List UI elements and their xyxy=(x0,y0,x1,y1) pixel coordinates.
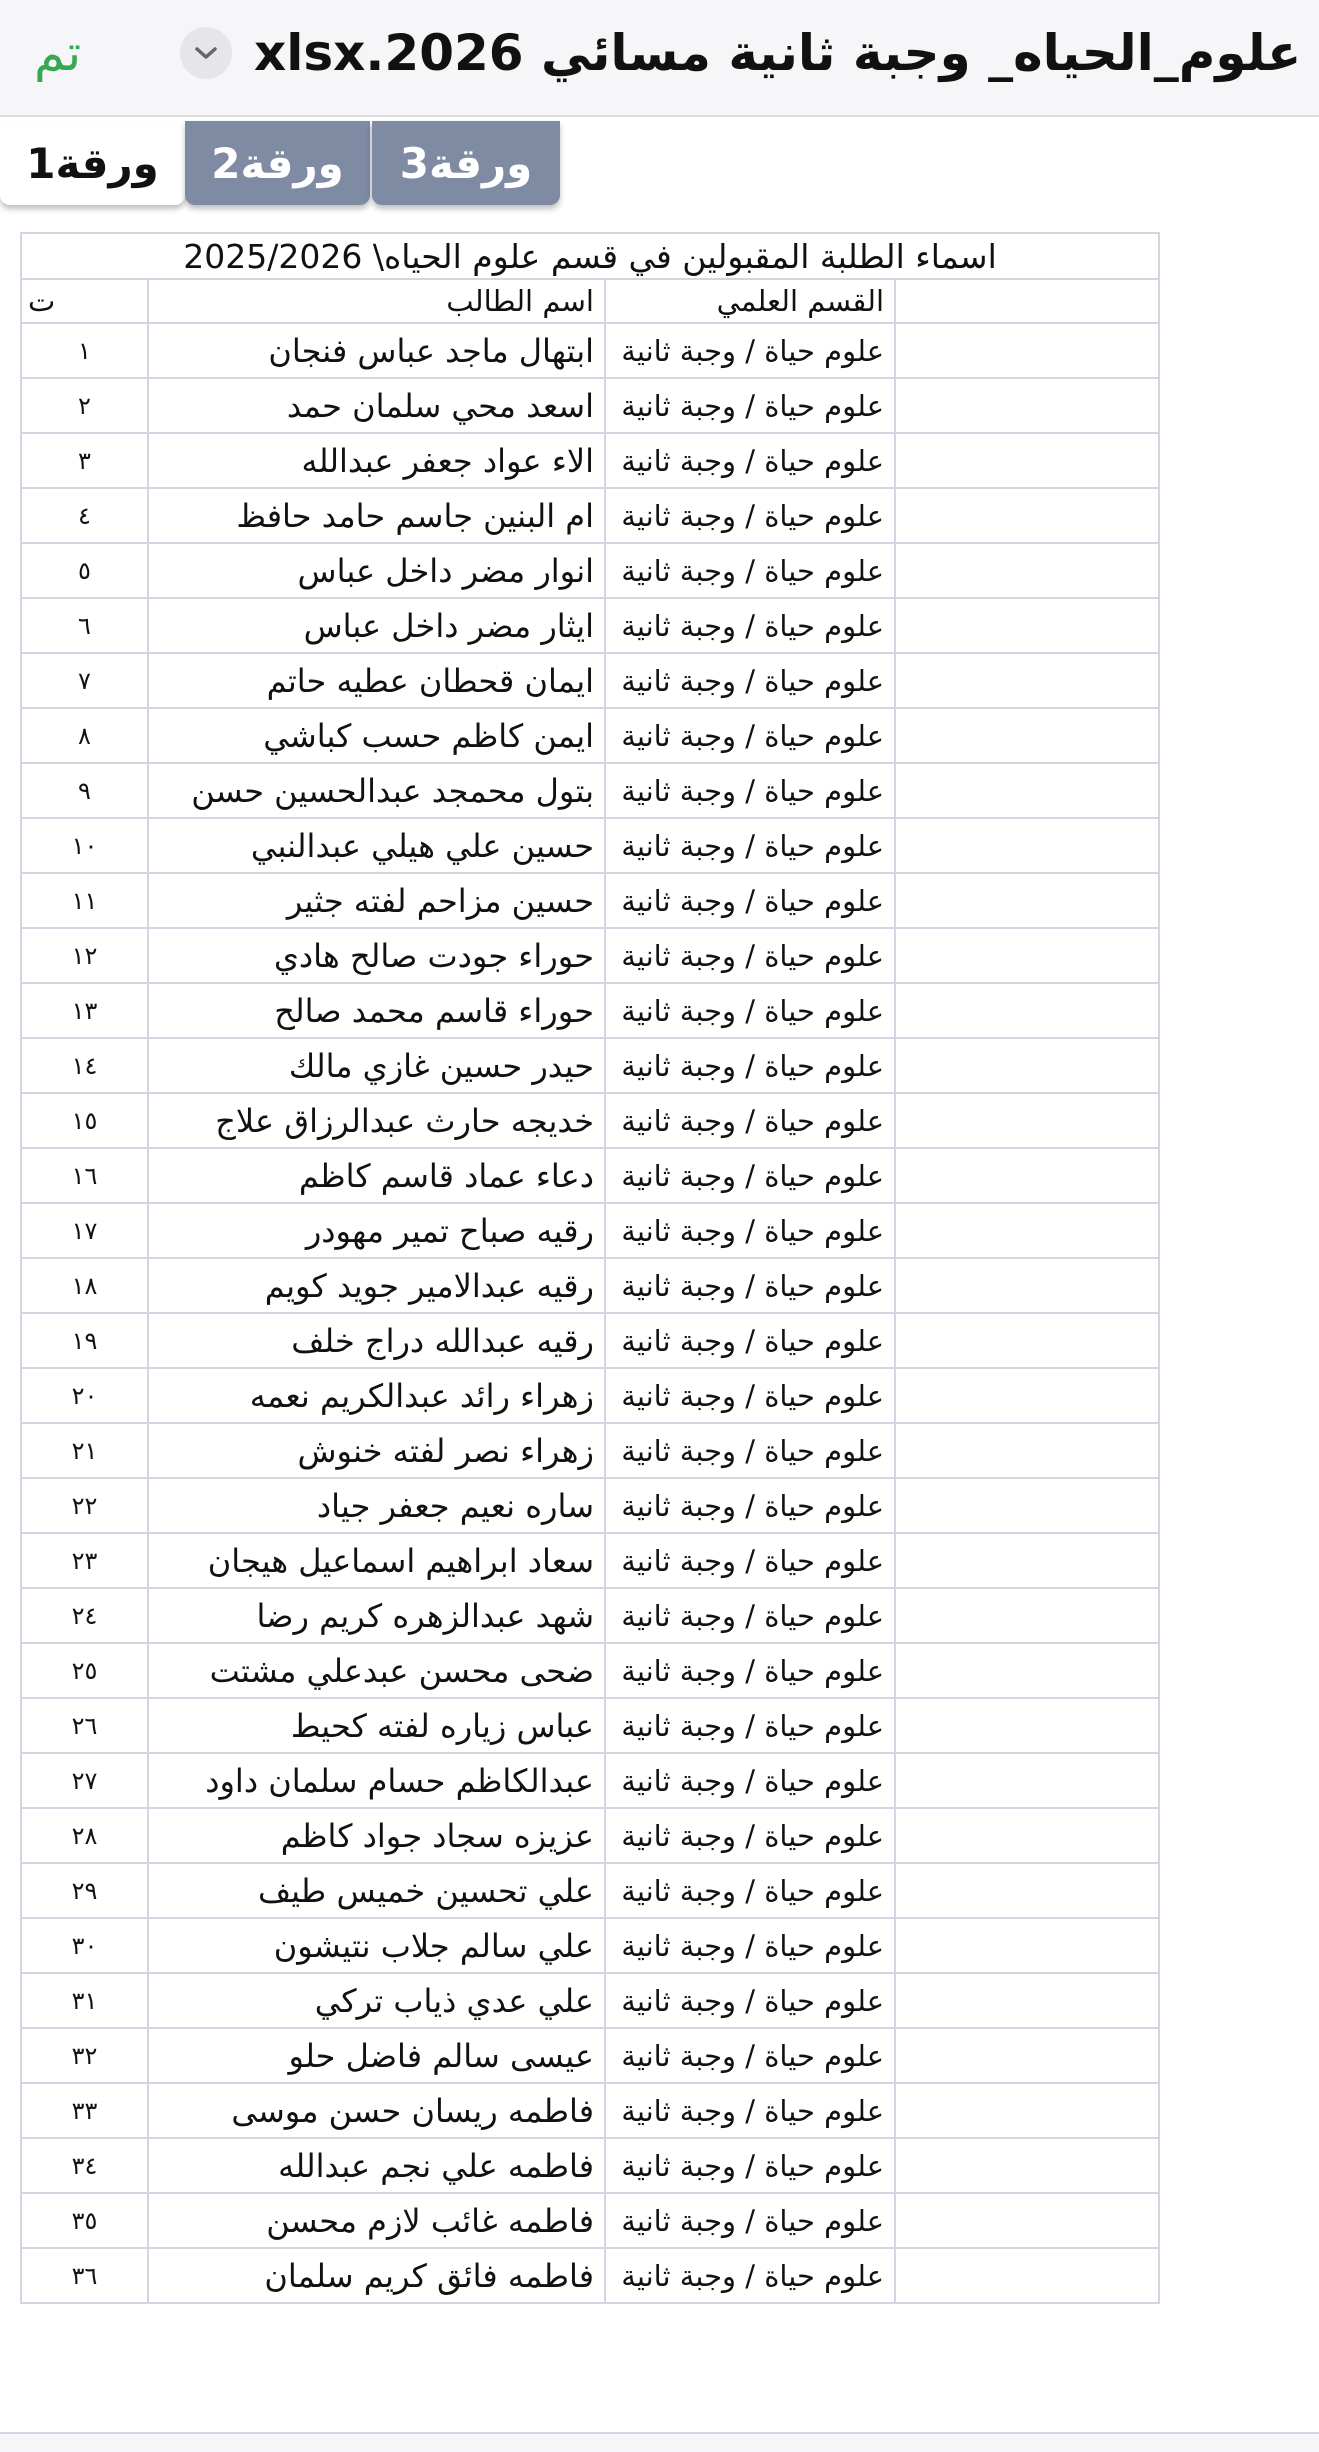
empty-cell[interactable] xyxy=(895,1973,1159,2028)
file-menu-button[interactable] xyxy=(180,27,232,79)
row-number-cell[interactable]: ١٨ xyxy=(21,1258,148,1313)
department-cell[interactable]: علوم حياة / وجبة ثانية xyxy=(605,1093,895,1148)
empty-cell[interactable] xyxy=(895,1478,1159,1533)
student-name-cell[interactable]: فاطمه علي نجم عبدالله xyxy=(148,2138,605,2193)
row-number-cell[interactable]: ٨ xyxy=(21,708,148,763)
row-number-cell[interactable]: ١١ xyxy=(21,873,148,928)
student-name-cell[interactable]: بتول محمجد عبدالحسين حسن xyxy=(148,763,605,818)
tab-sheet1[interactable]: ورقة1 xyxy=(0,121,185,205)
row-number-cell[interactable]: ٣٦ xyxy=(21,2248,148,2303)
row-number-cell[interactable]: ٢٣ xyxy=(21,1533,148,1588)
student-name-cell[interactable]: فاطمه ريسان حسن موسى xyxy=(148,2083,605,2138)
department-cell[interactable]: علوم حياة / وجبة ثانية xyxy=(605,1533,895,1588)
row-number-cell[interactable]: ٢٩ xyxy=(21,1863,148,1918)
header-empty-cell[interactable] xyxy=(895,279,1159,323)
table-row xyxy=(21,1093,1159,1148)
header-name[interactable]: اسم الطالب xyxy=(148,279,605,323)
empty-cell[interactable] xyxy=(895,488,1159,543)
student-name-cell[interactable]: فاطمه غائب لازم محسن xyxy=(148,2193,605,2248)
row-number-cell[interactable]: ٩ xyxy=(21,763,148,818)
student-name-cell[interactable]: عبدالكاظم حسام سلمان داود xyxy=(148,1753,605,1808)
table-row xyxy=(21,708,1159,763)
student-name-cell[interactable]: الاء عواد جعفر عبدالله xyxy=(148,433,605,488)
empty-cell[interactable] xyxy=(895,653,1159,708)
department-cell[interactable]: علوم حياة / وجبة ثانية xyxy=(605,378,895,433)
student-name-cell[interactable]: علي عدي ذياب تركي xyxy=(148,1973,605,2028)
empty-cell[interactable] xyxy=(895,873,1159,928)
department-cell[interactable]: علوم حياة / وجبة ثانية xyxy=(605,1313,895,1368)
table-row xyxy=(21,2193,1159,2248)
student-name-cell[interactable]: فاطمه فائق كريم سلمان xyxy=(148,2248,605,2303)
empty-cell[interactable] xyxy=(895,983,1159,1038)
empty-cell[interactable] xyxy=(895,1588,1159,1643)
department-cell[interactable]: علوم حياة / وجبة ثانية xyxy=(605,1643,895,1698)
sheet-tabs xyxy=(0,117,1319,209)
empty-cell[interactable] xyxy=(895,1698,1159,1753)
empty-cell[interactable] xyxy=(895,1038,1159,1093)
department-cell[interactable]: علوم حياة / وجبة ثانية xyxy=(605,763,895,818)
row-number-cell[interactable]: ١٥ xyxy=(21,1093,148,1148)
header-row xyxy=(21,279,1159,323)
table-row xyxy=(21,1423,1159,1478)
sheet-title-row xyxy=(21,233,1159,279)
empty-cell[interactable] xyxy=(895,928,1159,983)
department-cell[interactable]: علوم حياة / وجبة ثانية xyxy=(605,818,895,873)
sheet-title-cell[interactable]: اسماء الطلبة المقبولين في قسم علوم الحياه\ 2025/2026 xyxy=(21,233,1159,279)
row-number-cell[interactable]: ٢٨ xyxy=(21,1808,148,1863)
empty-cell[interactable] xyxy=(895,1148,1159,1203)
row-number-cell[interactable]: ٣٠ xyxy=(21,1918,148,1973)
empty-cell[interactable] xyxy=(895,1643,1159,1698)
student-name-cell[interactable]: حسين علي هيلي عبدالنبي xyxy=(148,818,605,873)
department-cell[interactable]: علوم حياة / وجبة ثانية xyxy=(605,2248,895,2303)
student-name-cell[interactable]: شهد عبدالزهره كريم رضا xyxy=(148,1588,605,1643)
student-name-cell[interactable]: حوراء جودت صالح هادي xyxy=(148,928,605,983)
row-number-cell[interactable]: ٥ xyxy=(21,543,148,598)
department-cell[interactable]: علوم حياة / وجبة ثانية xyxy=(605,1698,895,1753)
empty-cell[interactable] xyxy=(895,708,1159,763)
table-row xyxy=(21,488,1159,543)
department-cell[interactable]: علوم حياة / وجبة ثانية xyxy=(605,1203,895,1258)
row-number-cell[interactable]: ٢٦ xyxy=(21,1698,148,1753)
table-row xyxy=(21,1918,1159,1973)
empty-cell[interactable] xyxy=(895,1808,1159,1863)
table-row xyxy=(21,1313,1159,1368)
row-number-cell[interactable]: ٢٧ xyxy=(21,1753,148,1808)
table-row xyxy=(21,763,1159,818)
student-name-cell[interactable]: عيسى سالم فاضل حلو xyxy=(148,2028,605,2083)
table-row xyxy=(21,653,1159,708)
empty-cell[interactable] xyxy=(895,433,1159,488)
row-number-cell[interactable]: ٢٥ xyxy=(21,1643,148,1698)
row-number-cell[interactable]: ١٣ xyxy=(21,983,148,1038)
empty-cell[interactable] xyxy=(895,1423,1159,1478)
row-number-cell[interactable]: ٦ xyxy=(21,598,148,653)
empty-cell[interactable] xyxy=(895,818,1159,873)
empty-cell[interactable] xyxy=(895,2083,1159,2138)
table-row xyxy=(21,2138,1159,2193)
student-name-cell[interactable]: حسين مزاحم لفته جثير xyxy=(148,873,605,928)
table-row xyxy=(21,543,1159,598)
student-name-cell[interactable]: اسعد محي سلمان حمد xyxy=(148,378,605,433)
file-title: علوم_الحياه_ وجبة ثانية مسائي 2026.xlsx xyxy=(254,24,1302,82)
table-row xyxy=(21,928,1159,983)
department-cell[interactable]: علوم حياة / وجبة ثانية xyxy=(605,1863,895,1918)
empty-cell[interactable] xyxy=(895,1258,1159,1313)
student-name-cell[interactable]: ايمن كاظم حسب كباشي xyxy=(148,708,605,763)
department-cell[interactable]: علوم حياة / وجبة ثانية xyxy=(605,1148,895,1203)
department-cell[interactable]: علوم حياة / وجبة ثانية xyxy=(605,2138,895,2193)
department-cell[interactable]: علوم حياة / وجبة ثانية xyxy=(605,1588,895,1643)
student-name-cell[interactable]: ضحى محسن عبدعلي مشتت xyxy=(148,1643,605,1698)
empty-cell[interactable] xyxy=(895,2193,1159,2248)
department-cell[interactable]: علوم حياة / وجبة ثانية xyxy=(605,708,895,763)
table-row xyxy=(21,598,1159,653)
department-cell[interactable]: علوم حياة / وجبة ثانية xyxy=(605,598,895,653)
department-cell[interactable]: علوم حياة / وجبة ثانية xyxy=(605,1368,895,1423)
row-number-cell[interactable]: ١٦ xyxy=(21,1148,148,1203)
table-row xyxy=(21,2083,1159,2138)
table-row xyxy=(21,1533,1159,1588)
title-area xyxy=(180,18,1301,88)
header-num[interactable]: ت xyxy=(21,279,148,323)
empty-cell[interactable] xyxy=(895,1203,1159,1258)
row-number-cell[interactable]: ١٧ xyxy=(21,1203,148,1258)
department-cell[interactable]: علوم حياة / وجبة ثانية xyxy=(605,543,895,598)
student-name-cell[interactable]: خديجه حارث عبدالرزاق علاج xyxy=(148,1093,605,1148)
empty-cell[interactable] xyxy=(895,598,1159,653)
row-number-cell[interactable]: ٣١ xyxy=(21,1973,148,2028)
table-row xyxy=(21,1478,1159,1533)
department-cell[interactable]: علوم حياة / وجبة ثانية xyxy=(605,323,895,378)
empty-cell[interactable] xyxy=(895,1863,1159,1918)
row-number-cell[interactable]: ١٠ xyxy=(21,818,148,873)
row-number-cell[interactable]: ٢١ xyxy=(21,1423,148,1478)
student-name-cell[interactable]: سعاد ابراهيم اسماعيل هيجان xyxy=(148,1533,605,1588)
row-number-cell[interactable]: ١ xyxy=(21,323,148,378)
student-name-cell[interactable]: رقيه صباح تمير مهودر xyxy=(148,1203,605,1258)
student-name-cell[interactable]: انوار مضر داخل عباس xyxy=(148,543,605,598)
row-number-cell[interactable]: ٣٥ xyxy=(21,2193,148,2248)
row-number-cell[interactable]: ٣٣ xyxy=(21,2083,148,2138)
department-cell[interactable]: علوم حياة / وجبة ثانية xyxy=(605,2193,895,2248)
department-cell[interactable]: علوم حياة / وجبة ثانية xyxy=(605,653,895,708)
row-number-cell[interactable]: ٢ xyxy=(21,378,148,433)
row-number-cell[interactable]: ٢٤ xyxy=(21,1588,148,1643)
top-bar xyxy=(0,0,1319,117)
table-row xyxy=(21,983,1159,1038)
row-number-cell[interactable]: ٤ xyxy=(21,488,148,543)
student-name-cell[interactable]: حيدر حسين غازي مالك xyxy=(148,1038,605,1093)
student-name-cell[interactable]: عزيزه سجاد جواد كاظم xyxy=(148,1808,605,1863)
chevron-down-icon xyxy=(194,45,218,61)
student-name-cell[interactable]: علي تحسين خميس طيف xyxy=(148,1863,605,1918)
empty-cell[interactable] xyxy=(895,2028,1159,2083)
table-row xyxy=(21,378,1159,433)
empty-cell[interactable] xyxy=(895,1533,1159,1588)
empty-cell[interactable] xyxy=(895,543,1159,598)
row-number-cell[interactable]: ١٩ xyxy=(21,1313,148,1368)
department-cell[interactable]: علوم حياة / وجبة ثانية xyxy=(605,1753,895,1808)
tab-sheet3[interactable]: ورقة3 xyxy=(372,121,560,205)
department-cell[interactable]: علوم حياة / وجبة ثانية xyxy=(605,2028,895,2083)
student-name-cell[interactable]: ساره نعيم جعفر جياد xyxy=(148,1478,605,1533)
department-cell[interactable]: علوم حياة / وجبة ثانية xyxy=(605,1973,895,2028)
student-name-cell[interactable]: زهراء رائد عبدالكريم نعمه xyxy=(148,1368,605,1423)
row-number-cell[interactable]: ٢٢ xyxy=(21,1478,148,1533)
empty-cell[interactable] xyxy=(895,1753,1159,1808)
table-row xyxy=(21,1808,1159,1863)
empty-cell[interactable] xyxy=(895,2138,1159,2193)
row-number-cell[interactable]: ٧ xyxy=(21,653,148,708)
done-button[interactable]: تم xyxy=(34,24,82,82)
empty-cell[interactable] xyxy=(895,763,1159,818)
department-cell[interactable]: علوم حياة / وجبة ثانية xyxy=(605,1038,895,1093)
row-number-cell[interactable]: ٣ xyxy=(21,433,148,488)
table-row xyxy=(21,1588,1159,1643)
empty-cell[interactable] xyxy=(895,1368,1159,1423)
department-cell[interactable]: علوم حياة / وجبة ثانية xyxy=(605,983,895,1038)
table-row xyxy=(21,2028,1159,2083)
table-row xyxy=(21,1148,1159,1203)
table-row xyxy=(21,818,1159,873)
table-row xyxy=(21,1973,1159,2028)
department-cell[interactable]: علوم حياة / وجبة ثانية xyxy=(605,2083,895,2138)
row-number-cell[interactable]: ١٢ xyxy=(21,928,148,983)
department-cell[interactable]: علوم حياة / وجبة ثانية xyxy=(605,488,895,543)
student-name-cell[interactable]: ايمان قحطان عطيه حاتم xyxy=(148,653,605,708)
department-cell[interactable]: علوم حياة / وجبة ثانية xyxy=(605,433,895,488)
table-row xyxy=(21,1038,1159,1093)
table-row xyxy=(21,1203,1159,1258)
table-row xyxy=(21,1863,1159,1918)
empty-cell[interactable] xyxy=(895,2248,1159,2303)
empty-cell[interactable] xyxy=(895,378,1159,433)
department-cell[interactable]: علوم حياة / وجبة ثانية xyxy=(605,1478,895,1533)
row-number-cell[interactable]: ١٤ xyxy=(21,1038,148,1093)
student-name-cell[interactable]: حوراء قاسم محمد صالح xyxy=(148,983,605,1038)
spreadsheet-grid xyxy=(20,232,1160,2304)
table-row xyxy=(21,873,1159,928)
student-name-cell[interactable]: رقيه عبدالامير جويد كويم xyxy=(148,1258,605,1313)
table-row xyxy=(21,1753,1159,1808)
table-row xyxy=(21,1698,1159,1753)
student-name-cell[interactable]: ابتهال ماجد عباس فنجان xyxy=(148,323,605,378)
department-cell[interactable]: علوم حياة / وجبة ثانية xyxy=(605,1808,895,1863)
table-row xyxy=(21,1643,1159,1698)
student-name-cell[interactable]: عباس زياره لفته كحيط xyxy=(148,1698,605,1753)
row-number-cell[interactable]: ٣٢ xyxy=(21,2028,148,2083)
empty-cell[interactable] xyxy=(895,1313,1159,1368)
empty-cell[interactable] xyxy=(895,1093,1159,1148)
bottom-edge xyxy=(0,2432,1319,2452)
header-dept[interactable]: القسم العلمي xyxy=(605,279,895,323)
row-number-cell[interactable]: ٣٤ xyxy=(21,2138,148,2193)
table-row xyxy=(21,2248,1159,2303)
student-name-cell[interactable]: رقيه عبدالله دراج خلف xyxy=(148,1313,605,1368)
table-row xyxy=(21,1258,1159,1313)
table-row xyxy=(21,323,1159,378)
row-number-cell[interactable]: ٢٠ xyxy=(21,1368,148,1423)
table-row xyxy=(21,433,1159,488)
student-name-cell[interactable]: زهراء نصر لفته خنوش xyxy=(148,1423,605,1478)
department-cell[interactable]: علوم حياة / وجبة ثانية xyxy=(605,1918,895,1973)
department-cell[interactable]: علوم حياة / وجبة ثانية xyxy=(605,1258,895,1313)
department-cell[interactable]: علوم حياة / وجبة ثانية xyxy=(605,873,895,928)
department-cell[interactable]: علوم حياة / وجبة ثانية xyxy=(605,1423,895,1478)
student-name-cell[interactable]: علي سالم جلاب نتيشون xyxy=(148,1918,605,1973)
table-row xyxy=(21,1368,1159,1423)
empty-cell[interactable] xyxy=(895,323,1159,378)
empty-cell[interactable] xyxy=(895,1918,1159,1973)
student-name-cell[interactable]: ام البنين جاسم حامد حافظ xyxy=(148,488,605,543)
department-cell[interactable]: علوم حياة / وجبة ثانية xyxy=(605,928,895,983)
tab-sheet2[interactable]: ورقة2 xyxy=(185,121,370,205)
student-name-cell[interactable]: ايثار مضر داخل عباس xyxy=(148,598,605,653)
student-name-cell[interactable]: دعاء عماد قاسم كاظم xyxy=(148,1148,605,1203)
